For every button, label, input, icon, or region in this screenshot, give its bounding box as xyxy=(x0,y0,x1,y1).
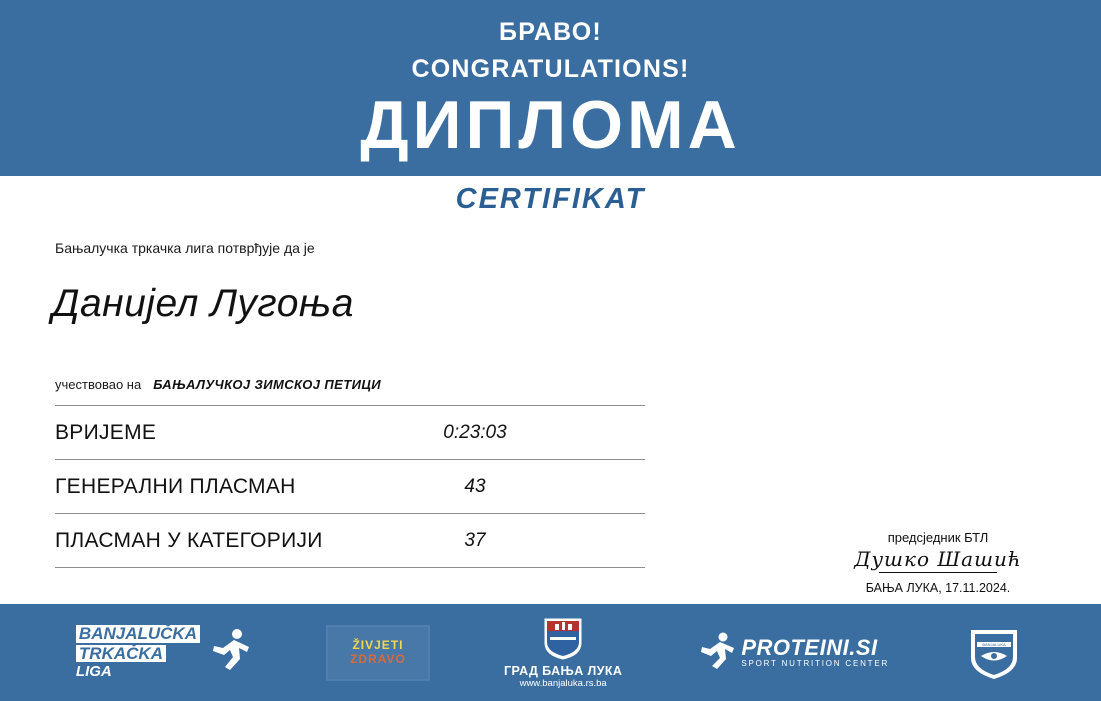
table-row xyxy=(55,514,645,568)
runner-icon xyxy=(206,626,252,679)
sponsor-proteini-si xyxy=(696,630,889,675)
results-table xyxy=(55,405,645,568)
signature-line xyxy=(879,572,997,573)
confirmation-text: Бањалучка тркачка лига потврђује да је xyxy=(55,240,315,256)
result-value: 0:23:03 xyxy=(443,421,507,443)
sponsor-line-1: ŽIVJETI xyxy=(352,638,404,653)
congratulations-heading: CONGRATULATIONS! xyxy=(411,55,690,83)
signature-name: Душко Шашић xyxy=(854,547,1022,571)
sponsors-band xyxy=(0,604,1101,701)
signature-place-date: БАЊА ЛУКА, 17.11.2024. xyxy=(865,581,1011,595)
sponsor-club-shield xyxy=(963,622,1025,684)
recipient-name: Данијел Лугоња xyxy=(52,282,354,325)
sponsor-line-2: ZDRAVO xyxy=(350,651,406,666)
signature-block xyxy=(823,530,1053,595)
sponsor-grad-banja-luka xyxy=(504,615,622,690)
result-value: 43 xyxy=(464,475,486,497)
shield-label: BANJALUKA xyxy=(982,641,1006,647)
signature-title: предсједник БТЛ xyxy=(887,530,989,545)
sponsor-line-2: TRKAČKA xyxy=(76,645,166,663)
sponsor-banjalucka-trkacka-liga xyxy=(76,625,252,680)
diploma-title: ДИПЛОМА xyxy=(360,87,741,163)
shield-icon xyxy=(963,622,1025,684)
runner-icon xyxy=(696,630,736,675)
sponsor-zivjeti-zdravo xyxy=(326,625,430,681)
sponsor-line-2: www.banjaluka.rs.ba xyxy=(519,678,607,690)
sponsor-line-1: PROTEINI.SI xyxy=(741,635,878,661)
table-row xyxy=(55,460,645,514)
event-name: БАЊАЛУЧКОЈ ЗИМСКОЈ ПЕТИЦИ xyxy=(153,377,381,392)
city-crest-icon xyxy=(542,615,584,661)
result-value: 37 xyxy=(464,529,486,551)
certificate-header-band xyxy=(0,0,1101,176)
table-row xyxy=(55,405,645,460)
sponsor-line-3: LIGA xyxy=(75,663,112,681)
certificate-body xyxy=(0,210,1101,600)
certifikat-subtitle: CERTIFIKAT xyxy=(455,183,646,215)
bravo-heading: БРАВО! xyxy=(499,18,602,46)
result-label: ГЕНЕРАЛНИ ПЛАСМАН xyxy=(55,474,296,498)
participation-label: учествовао на xyxy=(55,377,142,392)
sponsor-line-1: ГРАД БАЊА ЛУКА xyxy=(503,663,623,678)
result-label: ВРИЈЕМЕ xyxy=(55,420,157,444)
event-row xyxy=(55,377,381,392)
result-label: ПЛАСМАН У КАТЕГОРИЈИ xyxy=(55,528,323,552)
sponsor-line-1: BANJALUČKA xyxy=(76,625,200,643)
sponsor-line-2: SPORT NUTRITION CENTER xyxy=(741,659,890,669)
